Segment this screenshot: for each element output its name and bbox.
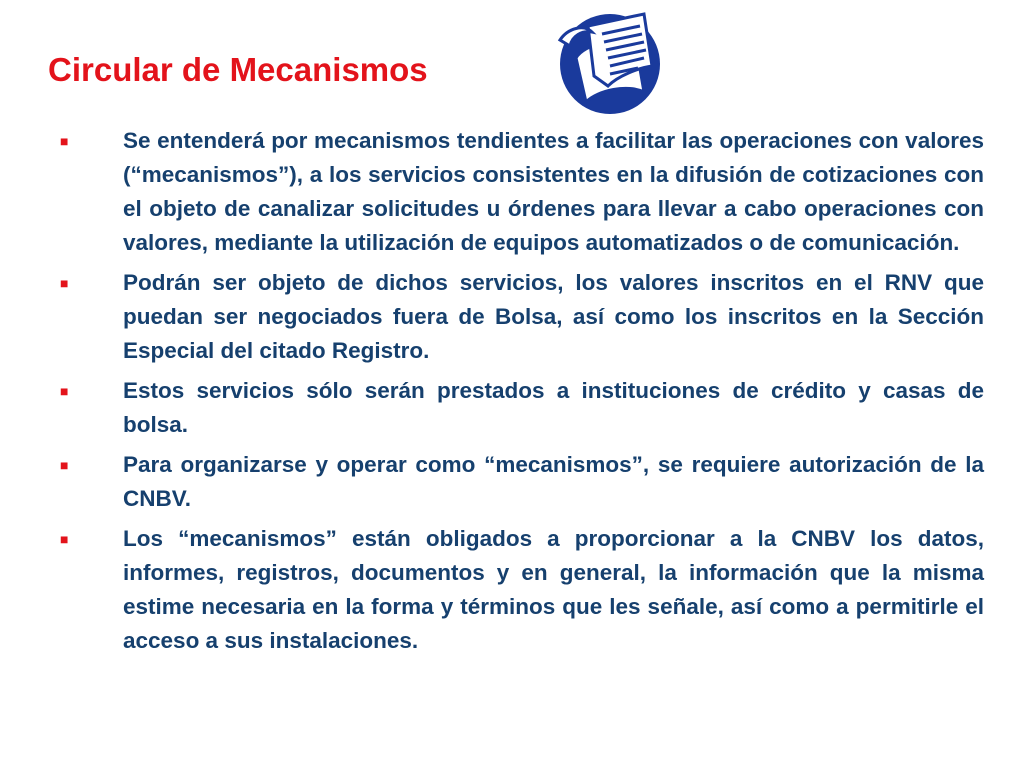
bullet-item: [58, 448, 984, 516]
bullet-text: Podrán ser objeto de dichos servicios, los valores inscritos en el RNV que puedan ser negociados fuera de Bolsa, así como los inscritos en la Sección Especial del citado Registro.: [123, 270, 984, 363]
slide-title: Circular de Mecanismos: [48, 51, 428, 88]
bullet-text: Para organizarse y operar como “mecanismos”, se requiere autorización de la CNBV.: [123, 452, 984, 511]
bullet-item: [58, 124, 984, 260]
bullet-item: [58, 522, 984, 658]
bullet-item: [58, 374, 984, 442]
bullet-square-icon: ■: [60, 133, 69, 149]
bullet-text: Los “mecanismos” están obligados a proporcionar a la CNBV los datos, informes, registros, documentos y en general, la información que la misma estime necesaria en la forma y términos que les señale, así como a permitirle el acceso a sus instalaciones.: [123, 526, 984, 653]
bullet-square-icon: ■: [60, 383, 69, 399]
bullet-square-icon: ■: [60, 275, 69, 291]
document-scroll-icon: [548, 6, 668, 116]
bullet-text: Se entenderá por mecanismos tendientes a facilitar las operaciones con valores (“mecanismos”), a los servicios consistentes en la difusión de cotizaciones con el objeto de canalizar solicitudes u órdenes para llevar a cabo operaciones con valores, mediante la utilización de equipos automatizados o de comunicación.: [123, 128, 984, 255]
bullet-list: [58, 124, 984, 664]
bullet-square-icon: ■: [60, 457, 69, 473]
bullet-item: [58, 266, 984, 368]
bullet-text: Estos servicios sólo serán prestados a instituciones de crédito y casas de bolsa.: [123, 378, 984, 437]
bullet-square-icon: ■: [60, 531, 69, 547]
